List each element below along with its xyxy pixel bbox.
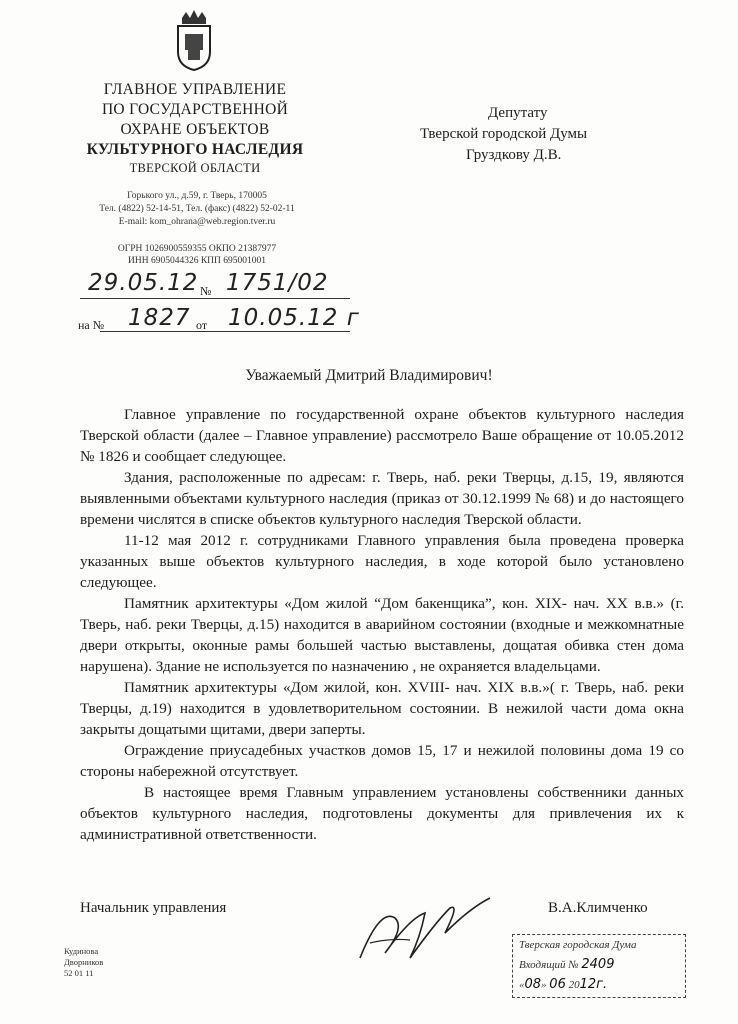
body-paragraph: 11-12 мая 2012 г. сотрудниками Главного управления была проведена проверка указанных выше объектов культурного наследия, в ходе которой было установлено следующее.: [80, 532, 684, 591]
executor-line: 52 01 11: [64, 968, 94, 978]
incoming-stamp: [512, 934, 686, 998]
stamp-number-row: [519, 957, 614, 972]
recipient-line: Тверской городской Думы: [420, 126, 588, 142]
stamp-number-label: Входящий №: [519, 959, 579, 971]
body-paragraph: Памятник архитектуры «Дом жилой, кон. XVIII- нач. XIX в.в.»( г. Тверь, наб. реки Тверцы, д.19) находится в удовлетворительном состоянии. В нежилой части дома окна закрыты дощатыми щитами, двери заперты.: [80, 679, 684, 738]
reference-number-label: на №: [78, 318, 105, 332]
address-line: E-mail: kom_ohrana@web.region.tver.ru: [118, 217, 276, 227]
org-line: ТВЕРСКОЙ ОБЛАСТИ: [129, 161, 261, 175]
stamp-month: 06: [549, 977, 566, 992]
recipient-line: Депутату: [488, 105, 548, 121]
stamp-year-label: 20: [568, 979, 580, 991]
reference-date: 10.05.12 г: [228, 305, 360, 331]
body-paragraph: Ограждение приусадебных участков домов 15, 17 и нежилой половины дома 19 со стороны набережной отсутствует.: [80, 742, 684, 780]
body-paragraph: В настоящее время Главным управлением установлены собственники данных объектов культурного наследия, подготовлены документы для привлечения их к административной ответственности.: [80, 784, 684, 843]
handwritten-signature: [350, 888, 500, 978]
stamp-number: 2409: [581, 957, 615, 972]
stamp-date-row: «08» 06 2012г.: [519, 977, 608, 992]
tver-emblem-icon: [168, 8, 220, 72]
org-address: [62, 190, 332, 229]
executor-line: Дворников: [64, 957, 104, 967]
ogrn-line: ОГРН 1026900559355 ОКПО 21387977: [117, 244, 277, 254]
address-line: Тел. (4822) 52-14-51, Тел. (факс) (4822) 52-02-11: [99, 204, 295, 214]
stamp-year: 12г.: [579, 977, 608, 992]
outgoing-number: 1751/02: [226, 270, 329, 296]
stamp-org: Тверская городская Дума: [519, 939, 637, 951]
org-line: ОХРАНЕ ОБЪЕКТОВ: [120, 121, 270, 138]
address-line: Горького ул., д.59, г. Тверь, 170005: [127, 191, 267, 201]
executor-line: Кудинова: [64, 946, 99, 956]
greeting: Уважаемый Дмитрий Владимирович!: [245, 367, 493, 384]
letter-body: [80, 404, 684, 845]
signatory-position: Начальник управления: [80, 900, 227, 916]
org-registration: [62, 243, 332, 267]
signatory-name: В.А.Климченко: [548, 900, 648, 916]
org-line: ПО ГОСУДАРСТВЕННОЙ: [101, 101, 289, 118]
outgoing-line: [80, 298, 350, 299]
reference-number: 1827: [128, 305, 191, 331]
from-label: от: [196, 318, 208, 332]
reference-line: [100, 331, 350, 332]
body-paragraph: Главное управление по государственной охране объектов культурного наследия Тверской области (далее – Главное управление) рассмотрело Ваше обращение от 10.05.2012 № 1826 и сообщает следующее.: [80, 406, 684, 465]
outgoing-date: 29.05.12: [88, 270, 199, 296]
executors: [64, 946, 103, 979]
ogrn-line: ИНН 6905044326 КПП 695001001: [127, 256, 266, 266]
org-line: КУЛЬТУРНОГО НАСЛЕДИЯ: [86, 141, 304, 158]
stamp-day: 08: [524, 977, 542, 992]
body-paragraph: Памятник архитектуры «Дом жилой “Дом бакенщика”, кон. XIX- нач. XX в.в.» (г. Тверь, наб. реки Тверцы, д.15) находится в аварийном состоянии (входные и межкомнатные двери открыты, оконные рамы большей частью выставлены, дощатая обивка стен дома нарушена). Здание не используется по назначению , не охраняется владельцами.: [80, 595, 684, 675]
recipient-line: Груздкову Д.В.: [466, 147, 562, 163]
organization-header: [60, 80, 330, 176]
org-line: ГЛАВНОЕ УПРАВЛЕНИЕ: [103, 81, 287, 98]
body-paragraph: Здания, расположенные по адресам: г. Тверь, наб. реки Тверцы, д.15, 19, являются выявленными объектами культурного наследия (приказ от 30.12.1999 № 68) и до настоящего времени числятся в списке объектов культурного наследия Тверской области.: [80, 469, 684, 528]
number-label: №: [200, 284, 212, 298]
recipient-block: [420, 103, 587, 166]
